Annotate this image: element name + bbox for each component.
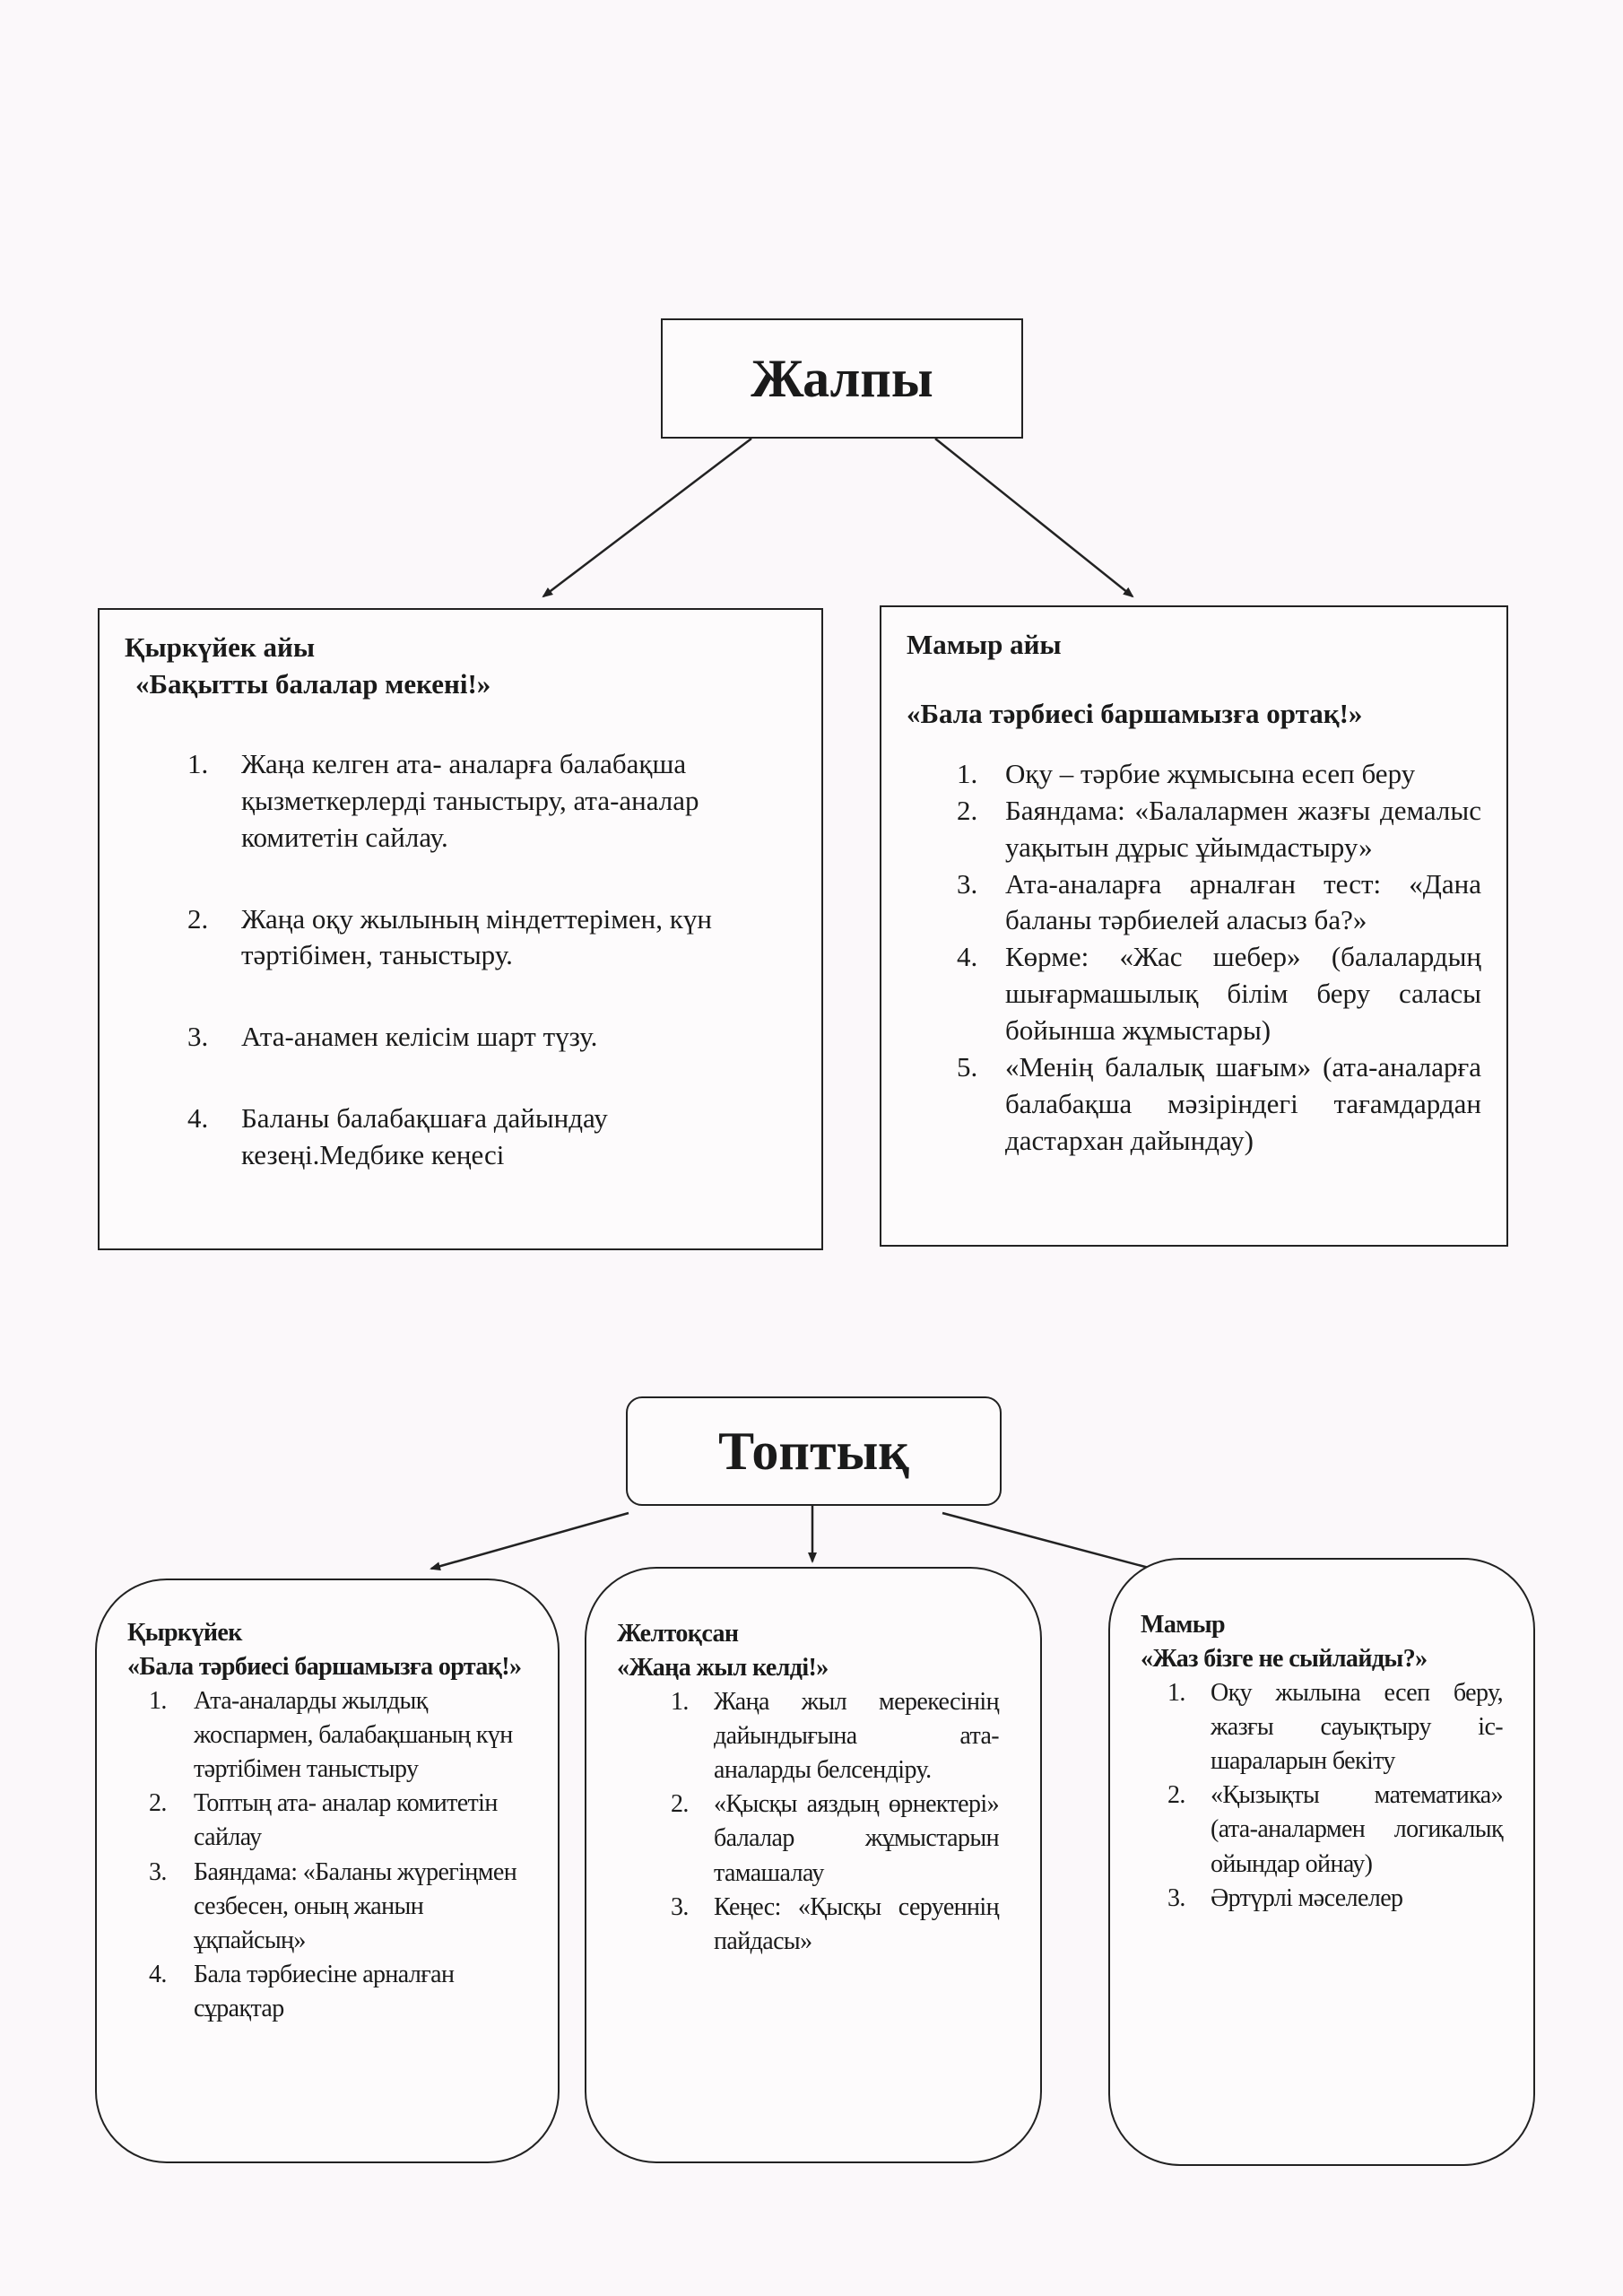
- arrow-general-may: [935, 439, 1133, 596]
- general-may-box: [880, 605, 1508, 1247]
- general-title-box: [661, 318, 1023, 439]
- theme-label: «Жаз бізге не сыйлайды?»: [1141, 1645, 1428, 1674]
- month-label: Қыркүйек айы: [125, 631, 316, 663]
- general-september-box: [98, 608, 823, 1250]
- group-december-box: [585, 1567, 1042, 2163]
- month-label: Қыркүйек: [127, 1619, 242, 1647]
- arrow-general-september: [543, 439, 751, 596]
- month-label: Мамыр: [1141, 1611, 1225, 1639]
- theme-label: «Бақытты балалар мекені!»: [135, 667, 491, 700]
- list-item: 2. Баяндама: «Балалармен жазғы демалыс уақытын дұрыс ұйымдастыру»: [957, 794, 1481, 863]
- theme-label: «Жаңа жыл келді!»: [617, 1654, 829, 1683]
- list-item: 3. Әртүрлі мәселелер: [1167, 1883, 1403, 1912]
- list-item: 3. Ата-анамен келісім шарт түзу.: [187, 1021, 598, 1053]
- list-item: 3. Кеңес: «Қысқы серуеннің пайдасы»: [671, 1892, 999, 1955]
- group-september-box: [95, 1578, 560, 2163]
- list-item: 1. Оқу – тәрбие жұмысына есеп беру: [957, 757, 1416, 789]
- list-item: 1. Жаңа келген ата- аналарға балабақша қызметкерлерді таныстыру, ата-аналар комитетін сайлау.: [187, 747, 699, 853]
- list-item: 5. «Менің балалық шағым» (ата-аналарға балабақша мәзіріндегі тағамдардан дастархан дайындау): [957, 1051, 1481, 1156]
- list-item: 2. Топтың ата- аналар комитетін сайлау: [149, 1789, 498, 1852]
- group-title-box: [626, 1396, 1002, 1506]
- group-may-box: [1108, 1558, 1535, 2166]
- list-item: 4. Көрме: «Жас шебер» (балалардың шығармашылық білім беру саласы бойынша жұмыстары): [957, 941, 1481, 1047]
- list-item: 4. Бала тәрбиесіне арналған сұрақтар: [149, 1960, 455, 2022]
- general-title: Жалпы: [751, 348, 933, 408]
- group-title: Топтық: [718, 1421, 909, 1481]
- list-item: 3. Ата-аналарға арналған тест: «Дана баланы тәрбиелей аласыз ба?»: [957, 867, 1481, 936]
- month-label: Мамыр айы: [907, 629, 1062, 660]
- list-item: 2. Жаңа оқу жылының міндеттерімен, күн тәртібімен, таныстыру.: [187, 902, 712, 971]
- list-item: 1. Ата-аналарды жылдық жоспармен, балабақшаның күн тәртібімен таныстыру: [149, 1687, 513, 1784]
- arrow-group-may: [942, 1513, 1162, 1571]
- list-item: 2. «Қысқы аяздың өрнектері» балалар жұмыстарын тамашалау: [671, 1790, 999, 1887]
- month-label: Желтоқсан: [617, 1620, 739, 1648]
- arrow-group-september: [431, 1513, 629, 1569]
- list-item: 1. Оқу жылына есеп беру, жазғы сауықтыру іс-шараларын бекіту: [1167, 1679, 1503, 1776]
- list-item: 4. Баланы балабақшаға дайындау кезеңі.Медбике кеңесі: [187, 1102, 608, 1171]
- list-item: 1. Жаңа жыл мерекесінің дайындығына ата- аналарды белсендіру.: [671, 1688, 999, 1785]
- theme-label: «Бала тәрбиесі баршамызға ортақ!»: [127, 1653, 522, 1682]
- list-item: 2. «Қызықты математика» (ата-аналармен логикалық ойындар ойнау): [1167, 1781, 1503, 1878]
- list-item: 3. Баяндама: «Баланы жүрегіңмен сезбесен, оның жанын ұқпайсың»: [149, 1857, 517, 1954]
- theme-label: «Бала тәрбиесі баршамызға ортақ!»: [907, 697, 1363, 729]
